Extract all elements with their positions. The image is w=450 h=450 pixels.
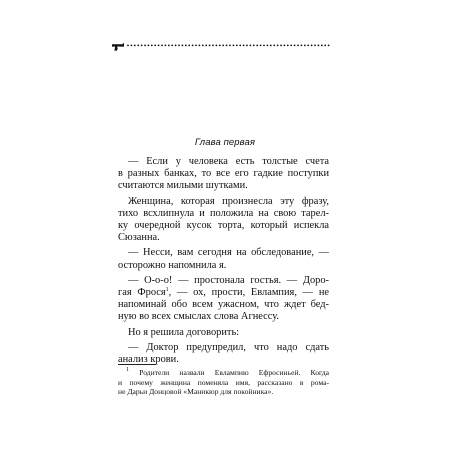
footnote-divider <box>118 364 156 365</box>
chapter-title: Глава первая <box>194 137 256 148</box>
text-line: осторожно напомнила я. <box>118 259 227 271</box>
rule-dot <box>304 45 306 47</box>
rule-dot <box>175 45 177 47</box>
rule-dot <box>199 45 201 47</box>
rule-dot <box>273 45 275 47</box>
rule-dot <box>161 45 163 47</box>
paragraph-2 <box>118 196 329 245</box>
rule-dot <box>209 45 211 47</box>
rule-dot <box>171 45 173 47</box>
rule-dot <box>277 45 279 47</box>
text-fragment: Родители назвали Евлампию Ефросиньей. Когда <box>139 368 329 377</box>
text-line <box>118 287 329 299</box>
rule-dot <box>165 45 167 47</box>
rule-dot <box>222 45 224 47</box>
rule-dot <box>154 45 156 47</box>
rule-dot <box>267 45 269 47</box>
rule-dot <box>260 45 262 47</box>
footnote-line: и почему женщина поменяла имя, рассказано в рома- <box>118 377 329 387</box>
rule-dot <box>141 45 143 47</box>
text-line: — Если у человека есть толстые счета <box>128 156 329 167</box>
rule-dot <box>307 45 309 47</box>
text-line: — О-о-о! — простонала гостья. — Доро- <box>128 274 329 286</box>
rule-dot <box>314 45 316 47</box>
rule-dot <box>216 45 218 47</box>
rule-dot <box>243 45 245 47</box>
rule-dot <box>137 45 139 47</box>
text-line: — Доктор предупредил, что надо сдать <box>128 341 329 353</box>
rule-dot <box>226 45 228 47</box>
text-line: тихо всхлипнула и положила на свою тарел- <box>118 207 329 219</box>
rule-dot <box>290 45 292 47</box>
paragraph-5 <box>118 327 329 339</box>
rule-dot <box>188 45 190 47</box>
rule-dot <box>185 45 187 47</box>
rule-dot <box>250 45 252 47</box>
text-fragment: гая Фрося <box>118 287 166 299</box>
rule-dot <box>151 45 153 47</box>
rule-dot <box>158 45 160 47</box>
rule-dot <box>253 45 255 47</box>
rule-dot <box>321 45 323 47</box>
rule-dot <box>287 45 289 47</box>
text-line: ную во всех смыслах слова Агнессу. <box>118 311 279 323</box>
rule-dot <box>148 45 150 47</box>
text-line: ку очередной кусок торта, который испекла <box>118 220 329 232</box>
text-line: напоминай обо всем ужасном, что ждет бед- <box>118 299 329 311</box>
rule-dot <box>195 45 197 47</box>
rule-dot <box>212 45 214 47</box>
rule-dot <box>192 45 194 47</box>
paragraph-3 <box>118 247 329 271</box>
text-line: Женщина, которая произнесла эту фразу, <box>128 195 329 207</box>
rule-dot <box>318 45 320 47</box>
text-fragment: , — ох, прости, Евлампия, — не <box>168 287 329 299</box>
text-line: считаются милыми шутками. <box>118 180 248 192</box>
rule-dot <box>134 45 136 47</box>
rule-dot <box>144 45 146 47</box>
rule-dot <box>324 45 326 47</box>
rule-dot <box>168 45 170 47</box>
rule-dot <box>256 45 258 47</box>
footnote <box>118 368 329 397</box>
rule-dot <box>280 45 282 47</box>
rule-dot <box>229 45 231 47</box>
text-line: — Несси, вам сегодня на обследование, — <box>128 247 329 259</box>
paragraph-6 <box>118 342 329 366</box>
footnote-marker: 1 <box>126 367 129 373</box>
text-line: Сюзанна. <box>118 232 160 244</box>
header-ornament-rule <box>112 41 330 53</box>
footnote-line: не Дарьи Донцовой «Маникюр для покойника». <box>118 387 274 397</box>
rule-dot <box>236 45 238 47</box>
dotted-rule <box>127 45 329 47</box>
rule-dot <box>202 45 204 47</box>
footnote-line <box>118 368 329 378</box>
rule-dot <box>219 45 221 47</box>
rule-dot <box>294 45 296 47</box>
rule-dot <box>270 45 272 47</box>
rule-dot <box>297 45 299 47</box>
rule-dot <box>178 45 180 47</box>
rule-dot <box>284 45 286 47</box>
rule-dot <box>127 45 129 47</box>
paragraph-4 <box>118 275 329 324</box>
rule-dot <box>182 45 184 47</box>
text-line: в разных банках, то все его гадкие поступки <box>118 168 329 180</box>
text-line: Но я решила договорить: <box>128 326 240 338</box>
body-text <box>118 156 329 366</box>
rule-dot <box>239 45 241 47</box>
rule-dot <box>233 45 235 47</box>
pistol-icon <box>112 43 124 50</box>
rule-dot <box>263 45 265 47</box>
rule-dot <box>131 45 133 47</box>
footnote-reference[interactable]: 1 <box>165 287 169 294</box>
rule-dot <box>246 45 248 47</box>
rule-dot <box>301 45 303 47</box>
rule-dot <box>328 45 330 47</box>
text-line: анализ крови. <box>118 354 179 366</box>
rule-dot <box>205 45 207 47</box>
paragraph-1 <box>118 156 329 193</box>
rule-dot <box>311 45 313 47</box>
